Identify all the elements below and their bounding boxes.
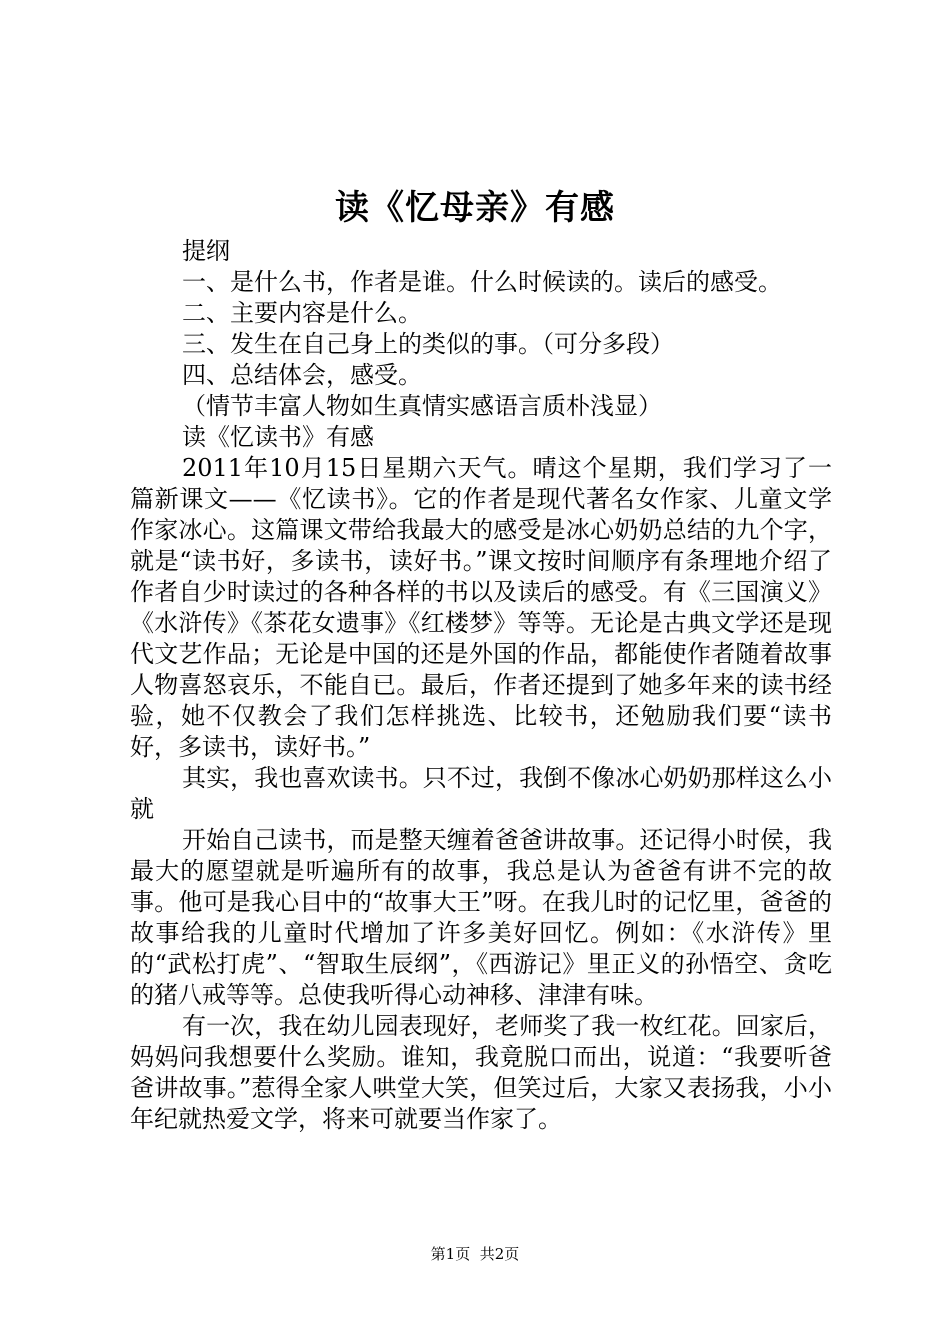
outline-item-2: 二、主要内容是什么。: [182, 299, 422, 327]
page-total: 共2页: [479, 1245, 520, 1263]
essay-paragraph: 有一次，我在幼儿园表现好，老师奖了我一枚红花。回家后，妈妈问我想要什么奖励。谁知，我竟脱口而出，说道：“我要听爸爸讲故事。”惹得全家人哄堂大笑，但笑过后，大家又表扬我，小小年纪就热爱文学，将来可就要当作家了。: [130, 1012, 832, 1133]
outline-item-3: 三、发生在自己身上的类似的事。（可分多段）: [182, 330, 674, 358]
outline-item-1: 一、是什么书，作者是谁。什么时候读的。读后的感受。: [182, 268, 782, 296]
page-number: 第1页: [430, 1245, 471, 1263]
essay-paragraph: 其实，我也喜欢读书。只不过，我倒不像冰心奶奶那样这么小就: [130, 764, 832, 823]
essay-subtitle: 读《忆读书》有感: [182, 423, 374, 451]
document-title: 读《忆母亲》有感: [335, 188, 615, 228]
document-body: [130, 236, 832, 1135]
page-footer: [0, 1244, 950, 1264]
essay-paragraph: 2011年10月15日星期六天气。晴这个星期，我们学习了一篇新课文——《忆读书》。它的作者是现代著名女作家、儿童文学作家冰心。这篇课文带给我最大的感受是冰心奶奶总结的九个字，就是“读书好，多读书，读好书。”课文按时间顺序有条理地介绍了作者自少时读过的各种各样的书以及读后的感受。有《三国演义》《水浒传》《茶花女遗事》《红楼梦》等等。无论是古典文学还是现代文艺作品；无论是中国的还是外国的作品，都能使作者随着故事人物喜怒哀乐，不能自已。最后，作者还提到了她多年来的读书经验，她不仅教会了我们怎样挑选、比较书，还勉励我们要“读书好，多读书，读好书。”: [130, 454, 832, 761]
outline-note: （情节丰富人物如生真情实感语言质朴浅显）: [182, 392, 662, 420]
outline-item-4: 四、总结体会，感受。: [182, 361, 422, 389]
essay-paragraph: 开始自己读书，而是整天缠着爸爸讲故事。还记得小时侯，我最大的愿望就是听遍所有的故事，我总是认为爸爸有讲不完的故事。他可是我心目中的“故事大王”呀。在我儿时的记忆里，爸爸的故事给我的儿童时代增加了许多美好回忆。例如：《水浒传》里的“武松打虎”、“智取生辰纲”，《西游记》里正义的孙悟空、贪吃的猪八戒等等。总使我听得心动神移、津津有味。: [130, 826, 832, 1009]
outline-heading: 提纲: [182, 237, 230, 265]
